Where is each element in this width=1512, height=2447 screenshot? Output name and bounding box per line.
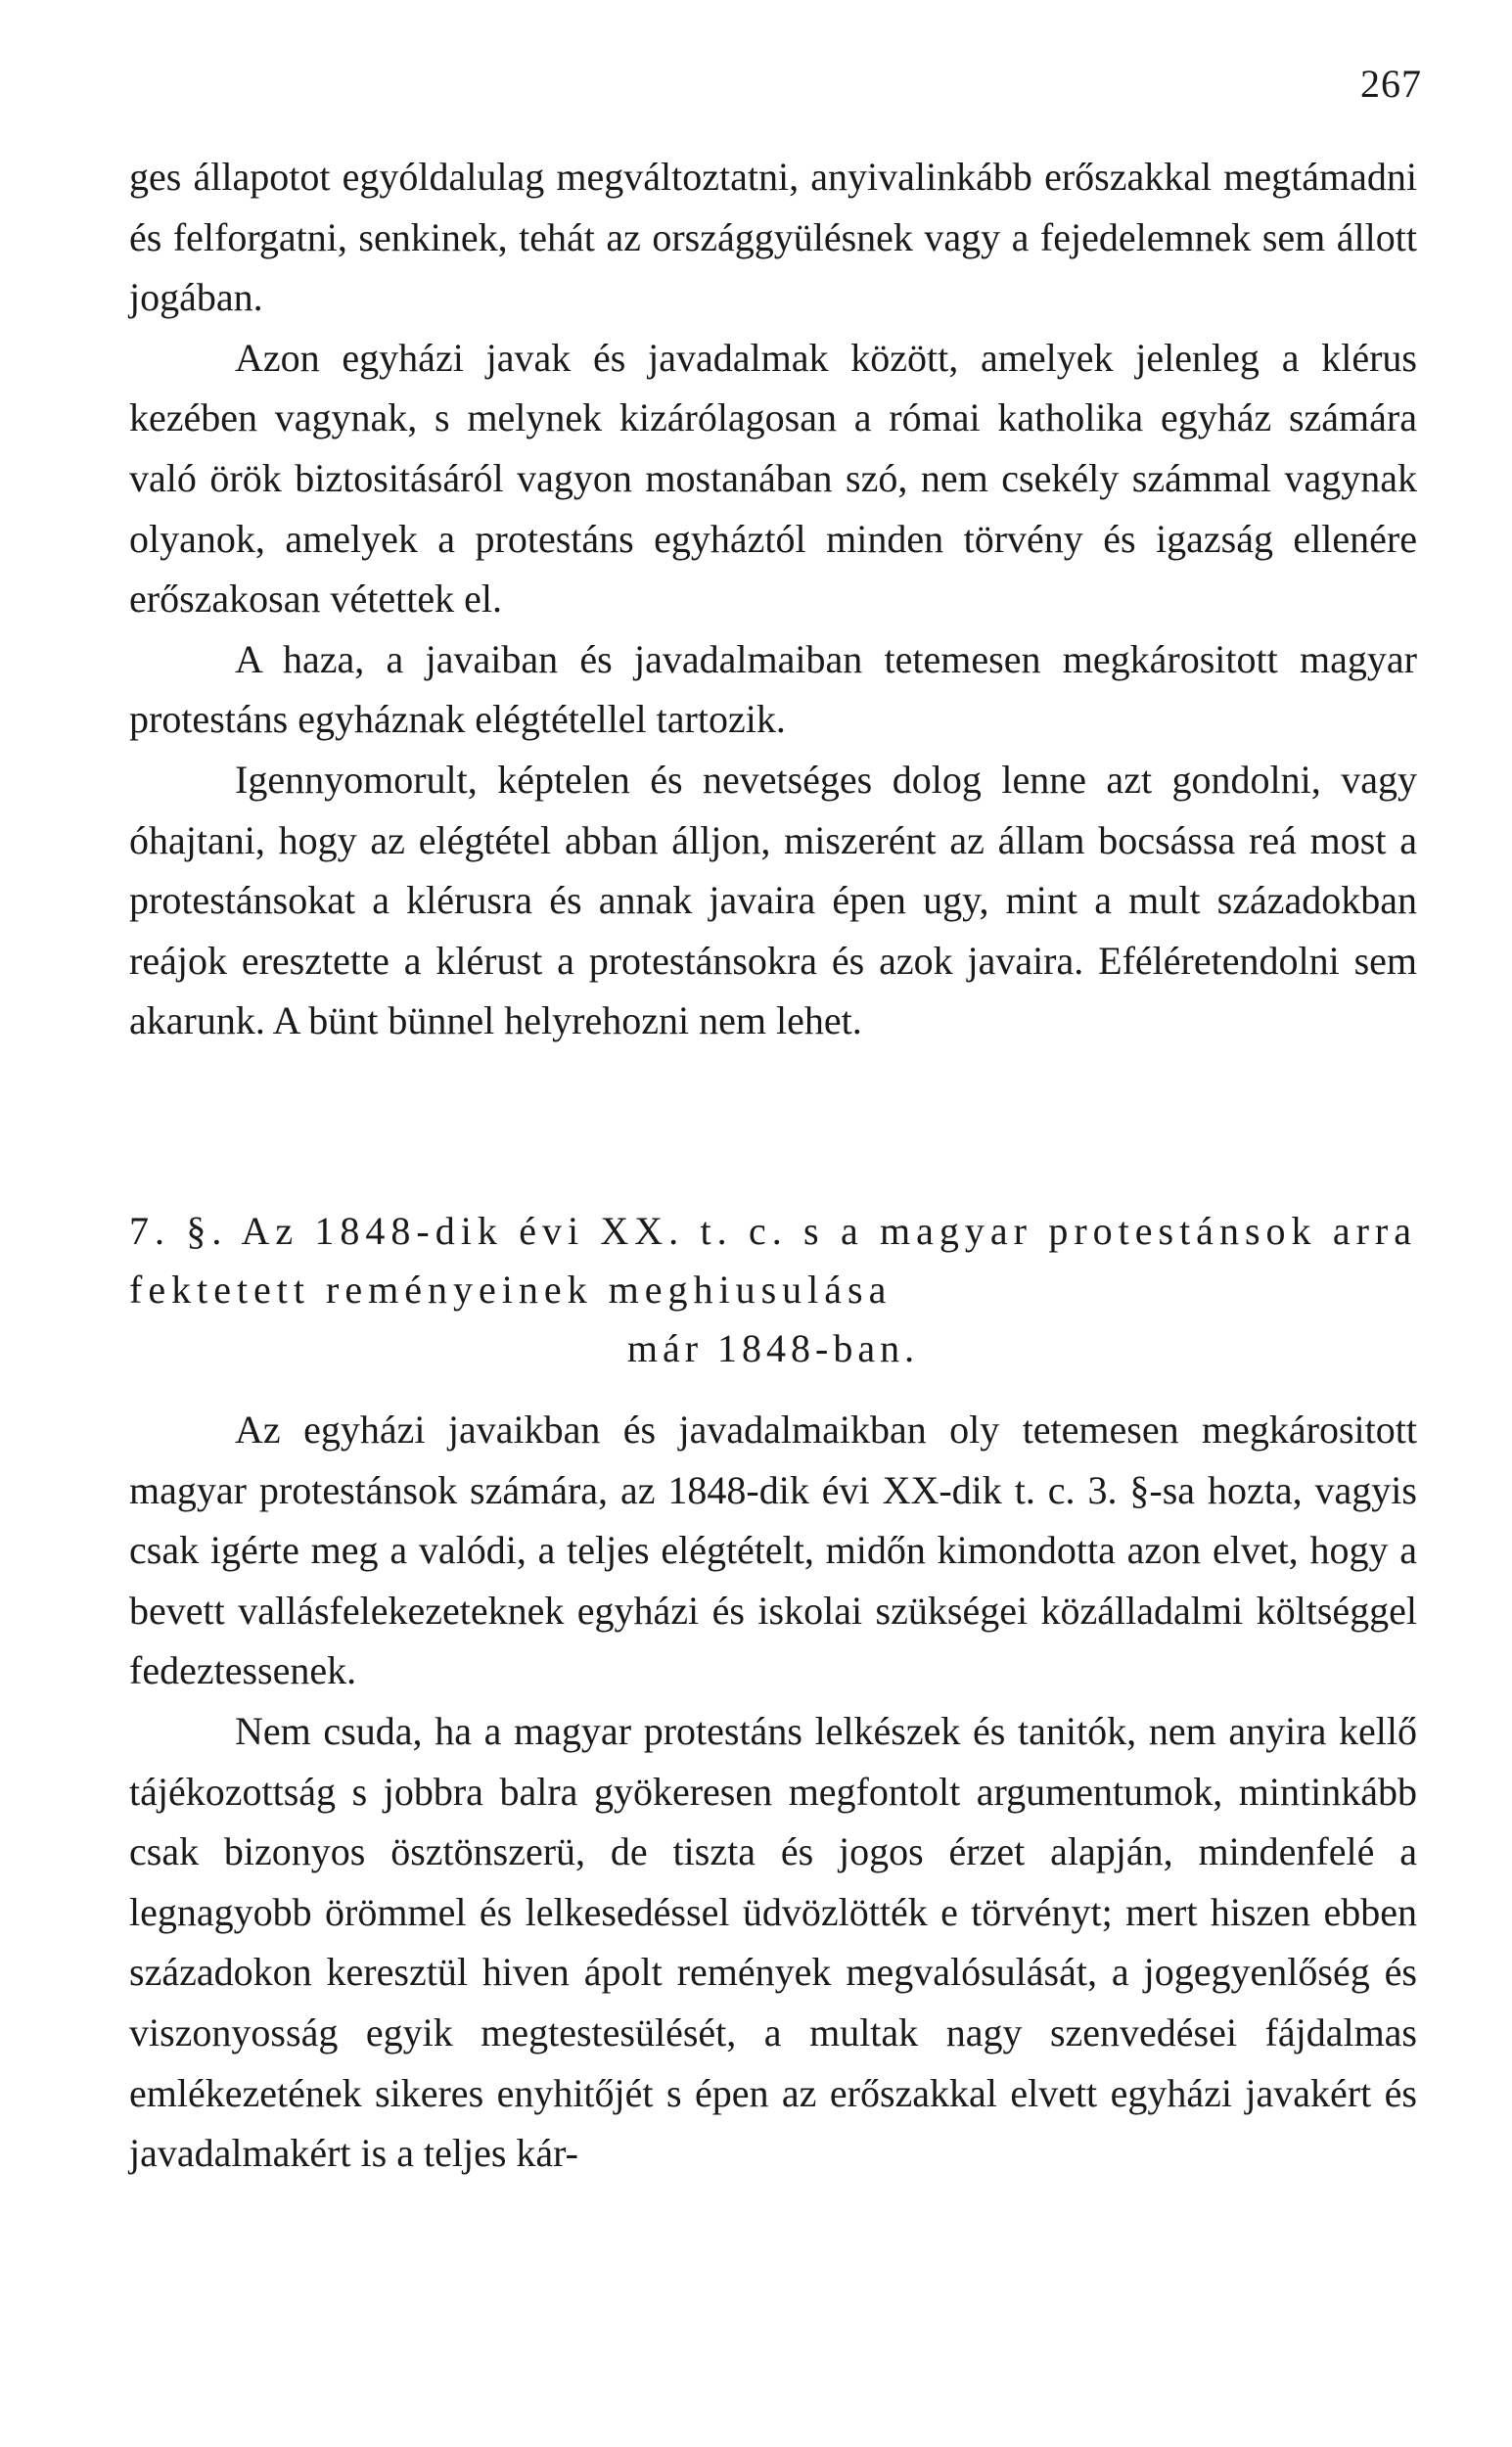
text-block-bottom xyxy=(129,1400,1417,2184)
paragraph: A haza, a javaiban és javadalmaiban tetemesen megkárositott magyar protestáns egyháznak elégtétellel tartozik. xyxy=(129,636,1417,742)
text-block-top xyxy=(129,147,1417,1051)
paragraph-continuation: ges állapotot egyóldalulag megváltoztatni, anyivalinkább erőszakkal megtámadni és felforgatni, senkinek, tehát az országgyülésnek vagy a fejedelemnek sem állott jogában. xyxy=(129,155,1417,320)
paragraph: Az egyházi javaikban és javadalmaikban oly tetemesen megkárositott magyar protestánsok számára, az 1848-dik évi XX-dik t. c. 3. §-sa hozta, vagyis csak igérte meg a valódi, a teljes elégtételt, midőn kimondotta azon elvet, hogy a bevett vallásfelekezeteknek egyházi és iskolai szükségei közálladalmi költséggel fedeztessenek. xyxy=(129,1408,1417,1693)
section-heading-line1: 7. §. Az 1848-dik évi XX. t. c. s a magyar protestánsok arra fektetett reményeinek meghiusulása xyxy=(129,1209,1417,1312)
section-heading xyxy=(129,1202,1417,1378)
page-number: 267 xyxy=(1360,62,1422,106)
paragraph: Azon egyházi javak és javadalmak között, amelyek jelenleg a klérus kezében vagynak, s melynek kizárólagosan a római katholika egyház számára való örök biztositásáról vagyon mostanában szó, nem csekély számmal vagynak olyanok, amelyek a protestáns egyháztól minden törvény és igazság ellenére erőszakosan vétettek el. xyxy=(129,335,1417,622)
paragraph: Nem csuda, ha a magyar protestáns lelkészek és tanitók, nem anyira kellő tájékozottság s jobbra balra gyökeresen megfontolt argumentumok, mintinkább csak bizonyos ösztönszerü, de tiszta és jogos érzet alapján, mindenfelé a legnagyobb örömmel és lelkesedéssel üdvözlötték e törvényt; mert hiszen ebben századokon keresztül hiven ápolt remények megvalósulását, a jogegyenlőség és viszonyosság egyik megtestesülését, a multak nagy szenvedései fájdalmas emlékezetének sikeres enyhitőjét s épen az erőszakkal elvett egyházi javakért és javadalmakért is a teljes kár- xyxy=(129,1708,1417,2176)
section-heading-line2: már 1848-ban. xyxy=(626,1326,920,1370)
paragraph: Igennyomorult, képtelen és nevetséges dolog lenne azt gondolni, vagy óhajtani, hogy az elégtétel abban álljon, miszerént az állam bocsássa reá most a protestánsokat a klérusra és annak javaira épen ugy, mint a mult századokban reájok eresztette a klérust a protestánsokra és azok javaira. Eféléretendolni sem akarunk. A bünt bünnel helyrehozni nem lehet. xyxy=(129,757,1417,1043)
